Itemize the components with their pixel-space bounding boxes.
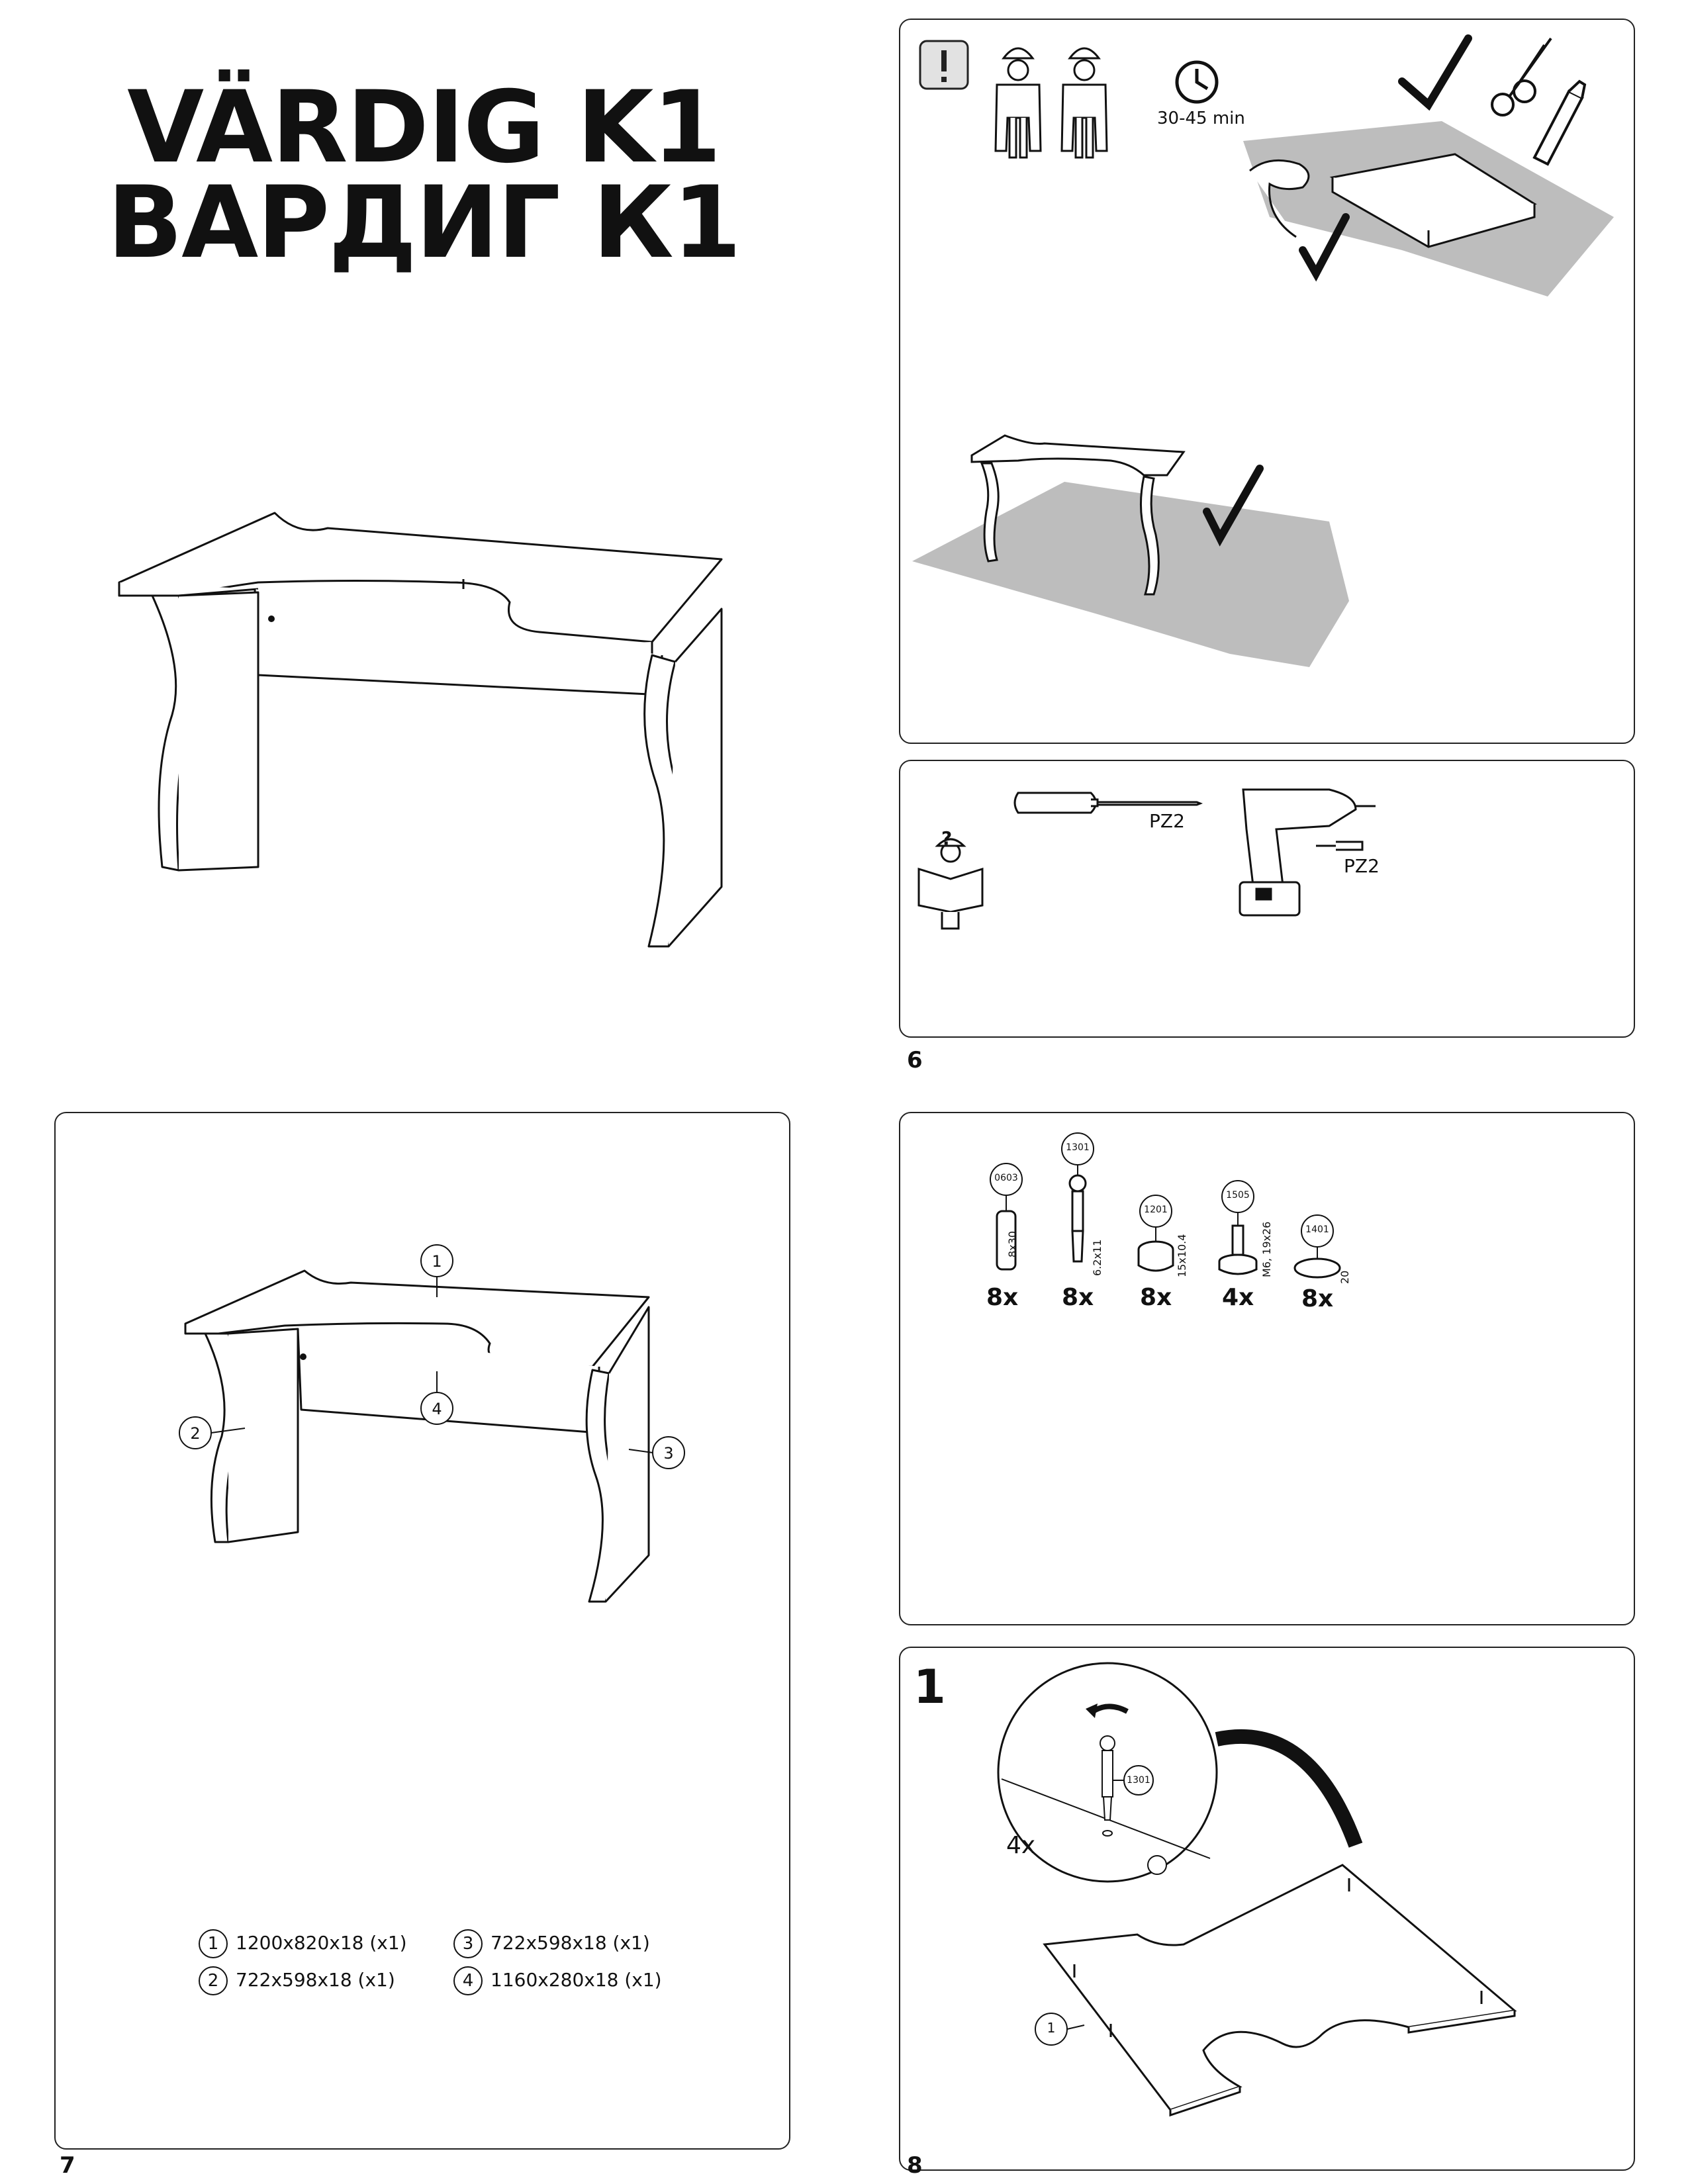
tabletop-panel: [1045, 1865, 1515, 2115]
callout-3: 3: [663, 1444, 674, 1463]
part-number-badge: 2: [199, 1966, 228, 1995]
hardware-qty: 8x: [1062, 1284, 1094, 1311]
part-callouts: [165, 1231, 728, 1628]
hardware-size-label: 6.2x11: [1091, 1239, 1103, 1276]
hardware-size-label: 15x10.4: [1176, 1234, 1188, 1277]
hardware-code-0603: 0603: [994, 1173, 1018, 1183]
leveling-foot-icon: [1219, 1226, 1256, 1274]
step-1-part-number: 1: [1047, 2020, 1056, 2036]
hardware-qty: 4x: [1222, 1284, 1254, 1311]
part-dimensions: 1200x820x18 (x1): [236, 1932, 407, 1954]
hardware-illustration: [899, 1112, 1635, 1625]
cam-lock-icon: [1139, 1242, 1173, 1271]
desk-illustration-cover: [106, 496, 741, 960]
callout-4: 4: [432, 1400, 442, 1418]
hardware-code-1401: 1401: [1305, 1224, 1329, 1235]
step-1-illustration: [899, 1647, 1635, 2171]
help-question-mark: ?: [941, 827, 953, 849]
part-number-badge: 4: [453, 1966, 483, 1995]
drill-icon: [1240, 790, 1376, 915]
product-title-cyrillic: ВАРДИГ К1: [107, 165, 741, 281]
part-dimensions: 1160x280x18 (x1): [491, 1969, 662, 1991]
scissors-icon: [1492, 38, 1551, 115]
hardware-size-label: M6, 19x26: [1260, 1221, 1273, 1277]
read-manual-icon: [919, 839, 982, 929]
hardware-qty: 8x: [986, 1284, 1019, 1311]
checkmark-icon: [1402, 38, 1468, 105]
drill-bit-label: PZ2: [1344, 855, 1380, 877]
product-title-latin: VÄRDIG K1: [127, 70, 720, 185]
parts-list: [199, 1929, 702, 2009]
part-number-badge: 3: [453, 1929, 483, 1958]
hardware-code-1201: 1201: [1144, 1205, 1168, 1215]
part-dimensions: 722x598x18 (x1): [491, 1932, 650, 1954]
screwdriver-bit-label: PZ2: [1149, 810, 1185, 832]
hardware-qty: 8x: [1301, 1285, 1334, 1312]
two-person-icon: [996, 48, 1107, 158]
warning-icon: [920, 41, 968, 89]
hardware-code-1301: 1301: [1066, 1142, 1090, 1153]
step-number: 1: [914, 1660, 946, 1714]
part-number-badge: 1: [199, 1929, 228, 1958]
pointer-arrow: [1217, 1737, 1356, 1845]
tools-illustration: [899, 760, 1635, 1038]
felt-pad-icon: [1295, 1259, 1340, 1277]
hardware-qty: 8x: [1140, 1284, 1172, 1311]
page-number-6: 6: [907, 1047, 923, 1073]
hardware-size-label: 8x30: [1006, 1230, 1019, 1257]
step-1-part-code: 1301: [1127, 1775, 1150, 1786]
page-number-8: 8: [907, 2152, 923, 2179]
hardware-size-label: 20: [1338, 1270, 1351, 1284]
part-dimensions: 722x598x18 (x1): [236, 1969, 395, 1991]
callout-2: 2: [190, 1424, 201, 1443]
knife-icon: [1534, 81, 1585, 164]
assembly-time: 30-45 min: [1157, 109, 1245, 128]
step-1-quantity: 4x: [1006, 1832, 1036, 1859]
hardware-code-1505: 1505: [1226, 1190, 1250, 1201]
clock-icon: [1177, 62, 1217, 102]
page-number-7: 7: [60, 2152, 75, 2179]
cam-pin-icon: [1070, 1175, 1086, 1261]
callout-1: 1: [432, 1252, 442, 1271]
safety-illustration: [899, 19, 1635, 744]
